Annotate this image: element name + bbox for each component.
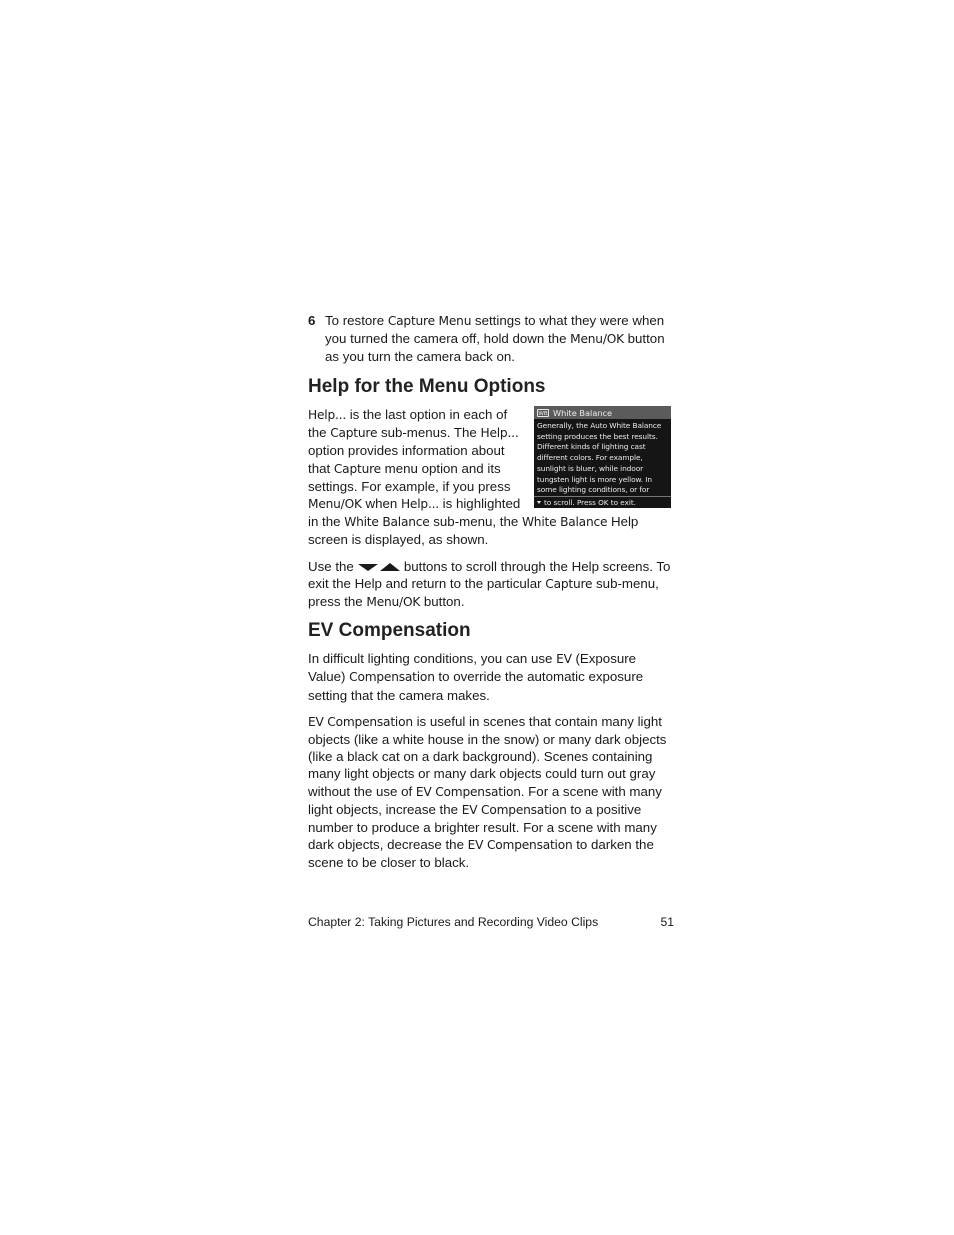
help-screen-footer (534, 496, 671, 508)
step-number: 6 (308, 313, 316, 328)
down-up-arrows-icon (357, 562, 401, 572)
ev-paragraph-1: In difficult lighting conditions, you can use EV (Exposure Value) Compensation to override the automatic exposure setting that the camera makes. (308, 651, 644, 703)
ev-section-heading: EV Compensation (308, 620, 471, 642)
ui-term: Capture (333, 461, 381, 476)
ui-term: White Balance (521, 515, 608, 530)
ui-term: Menu/OK (570, 332, 624, 346)
ui-term: Compensation (349, 670, 435, 685)
ev-paragraph-2: EV Compensation is useful in scenes that contain many light objects (like a white house in the snow) or many dark objects (like a black cat on a dark background). Scenes containing many light objects or many dark objects could turn out gray without the use of EV Compensation. For a scene with many light objects, increase the EV Compensation to a positive number to produce a brighter result. For a scene with many dark objects, decrease the EV Compensation to darken the scene to be closer to black. (308, 713, 667, 871)
help-screen-image (534, 406, 671, 508)
help-screen-footer-text: to scroll. Press OK to exit. (544, 498, 636, 507)
ui-term: White Balance (344, 515, 430, 530)
help-section-body (308, 406, 674, 611)
ui-term: Help... (480, 426, 519, 441)
ui-term: EV Compensation (467, 838, 573, 853)
white-balance-icon: WB (538, 410, 548, 417)
ui-term: Capture (330, 426, 378, 441)
page-footer (308, 914, 674, 930)
help-screen-title: White Balance (553, 407, 613, 418)
help-section-heading: Help for the Menu Options (308, 376, 546, 397)
chapter-title: Chapter 2: Taking Pictures and Recording Video Clips (308, 915, 599, 929)
ui-term: Capture (545, 576, 593, 591)
page-content (308, 312, 674, 872)
step-6: 6 To restore Capture Menu settings to what they were when you turned the camera off, hold down the Menu/OK button as you turn the camera back on. (308, 313, 665, 364)
scroll-down-arrow-icon (537, 501, 541, 504)
help-paragraph-1: Help... is the last option in each of the Capture sub-menus. The Help... option provides information about that Capture menu option and its settings. For example, if you press Menu/OK when Help... is highlighted in the White Balance sub-menu, the White Balance Help screen is displayed, as shown. (308, 407, 639, 548)
ui-term: Menu/OK (366, 595, 421, 610)
ui-term: Menu/OK (308, 497, 362, 512)
page-number: 51 (660, 915, 674, 929)
ui-term: Help... (308, 408, 347, 422)
ui-term: EV Compensation (415, 784, 521, 799)
ui-term: Help... (400, 497, 439, 512)
ui-term: Capture Menu (387, 314, 472, 328)
ui-term: EV Compensation (308, 714, 413, 729)
help-screen-titlebar (534, 406, 671, 419)
help-paragraph-2: Use the buttons to scroll through the Help screens. To exit the Help and return to the particular Capture sub-menu, press the Menu/OK button. (308, 558, 671, 610)
ui-term: EV Compensation (461, 802, 567, 817)
ui-term: EV (556, 652, 572, 667)
help-screen-text: Generally, the Auto White Balance setting produces the best results. Different kinds of lighting cast different colors. For example, sunlight is bluer, while indoor tungsten light is more yellow. In some lighting conditions, or for (537, 421, 662, 495)
